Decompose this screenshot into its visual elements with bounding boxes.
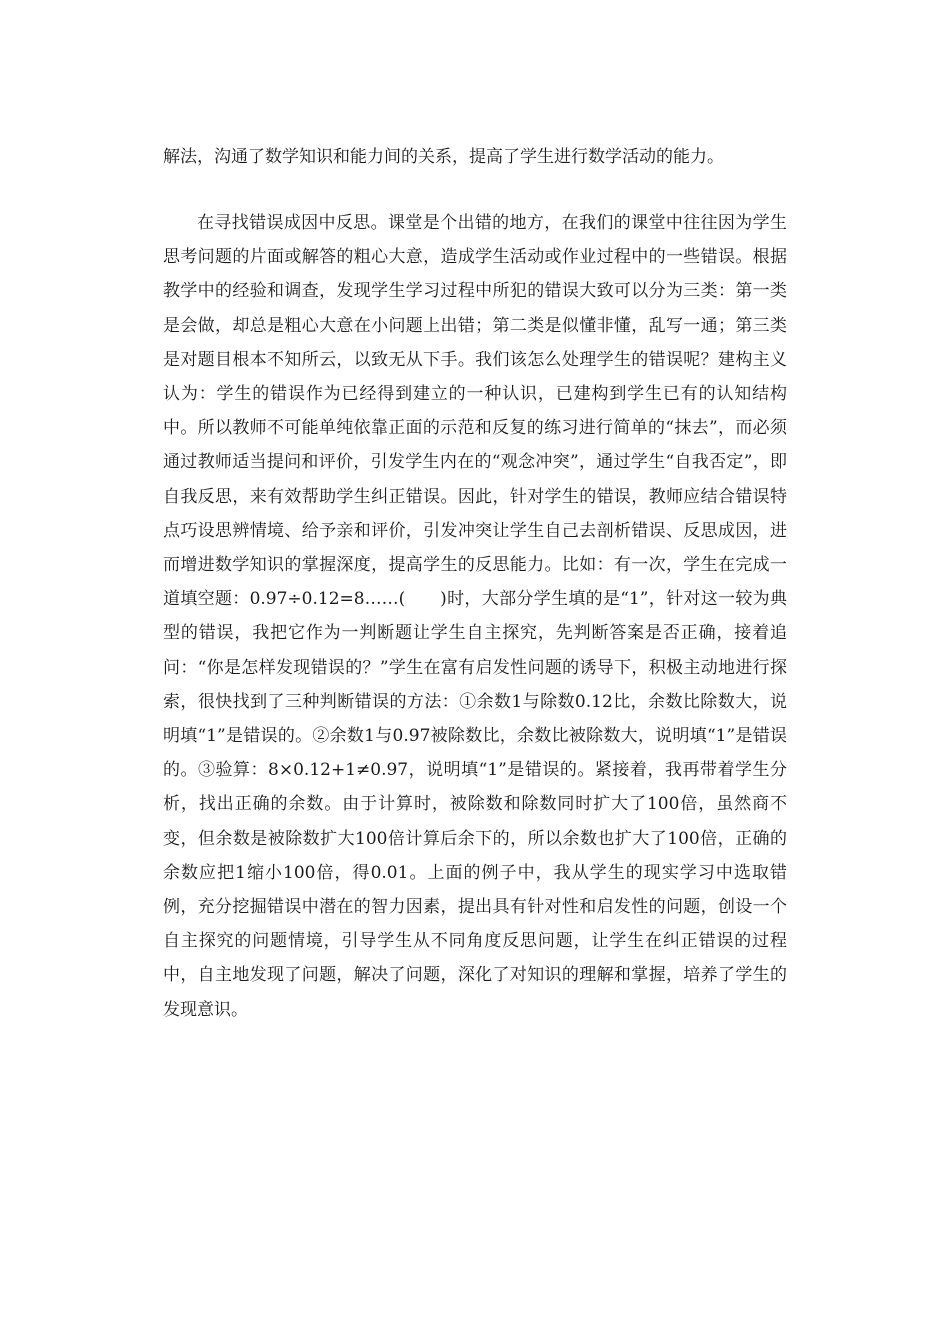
body-paragraph: 在寻找错误成因中反思。课堂是个出错的地方，在我们的课堂中往往因为学生思考问题的片面或解答的粗心大意，造成学生活动或作业过程中的一些错误。根据教学中的经验和调查，发现学生学习过程中所犯的错误大致可以分为三类：第一类是会做，却总是粗心大意在小问题上出错；第二类是似懂非懂，乱写一通；第三类是对题目根本不知所云，以致无从下手。我们该怎么处理学生的错误呢？建构主义认为：学生的错误作为已经得到建立的一种认识，已建构到学生已有的认知结构中。所以教师不可能单纯依靠正面的示范和反复的练习进行简单的“抹去”，而必须通过教师适当提问和评价，引发学生内在的“观念冲突”，通过学生“自我否定”，即自我反思，来有效帮助学生纠正错误。因此，针对学生的错误，教师应结合错误特点巧设思辨情境、给予亲和评价，引发冲突让学生自己去剖析错误、反思成因，进而增进数学知识的掌握深度，提高学生的反思能力。比如：有一次，学生在完成一道填空题：0.97÷0.12=8……( )时，大部分学生填的是“1”，针对这一较为典型的错误，我把它作为一判断题让学生自主探究，先判断答案是否正确，接着追问：“你是怎样发现错误的？”学生在富有启发性问题的诱导下，积极主动地进行探索，很快找到了三种判断错误的方法：①余数1与除数0.12比，余数比除数大，说明填“1”是错误的。②余数1与0.97被除数比，余数比被除数大，说明填“1”是错误的。③验算：8×0.12+1≠0.97，说明填“1”是错误的。紧接着，我再带着学生分析，找出正确的余数。由于计算时，被除数和除数同时扩大了100倍，虽然商不变，但余数是被除数扩大100倍计算后余下的，所以余数也扩大了100倍，正确的余数应把1缩小100倍，得0.01。上面的例子中，我从学生的现实学习中选取错例，充分挖掘错误中潜在的智力因素，提出具有针对性和启发性的问题，创设一个自主探究的问题情境，引导学生从不同角度反思问题，让学生在纠正错误的过程中，自主地发现了问题，解决了问题，深化了对知识的理解和掌握，培养了学生的发现意识。: [163, 213, 787, 1020]
continuation-paragraph: 解法，沟通了数学知识和能力间的关系，提高了学生进行数学活动的能力。: [163, 147, 724, 167]
